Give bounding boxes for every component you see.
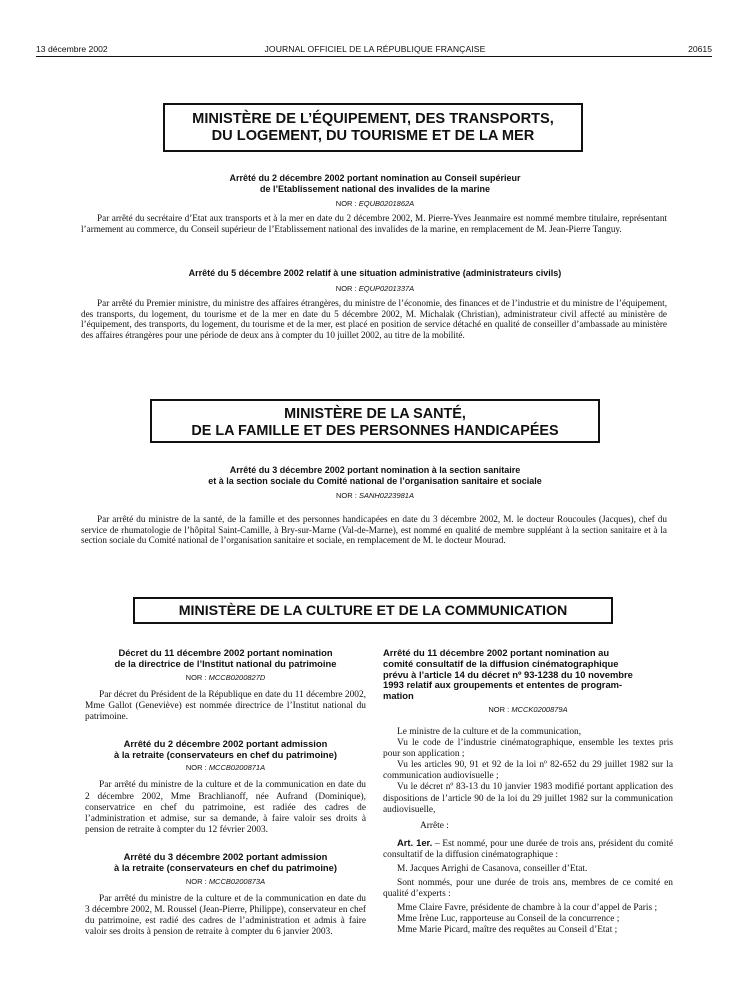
header-page-number: 20615 <box>688 44 712 54</box>
ministry-box-equipement <box>163 103 583 152</box>
nor-code: MCCB0200871A <box>208 763 266 773</box>
ministry-title-line1: MINISTÈRE DE LA CULTURE ET DE LA COMMUNICATION <box>178 603 568 619</box>
decree-title-line2: à la retraite (conservateurs en chef du patrimoine) <box>114 748 337 760</box>
visa-line: Le ministre de la culture et de la communication, <box>397 726 582 737</box>
nor-label: NOR : <box>335 199 357 208</box>
decree-text: Par décret du Président de la République en date du 11 décembre 2002, Mme Gallot (Geneviève) est nommée directrice de l’Institut national du patrimoine. <box>85 689 367 722</box>
decree-title <box>85 852 366 874</box>
nor-label: NOR : <box>335 284 357 293</box>
left-column <box>85 648 366 938</box>
nor-reference <box>85 877 366 886</box>
decree-title-line1: Arrêté du 11 décembre 2002 portant nomination au <box>383 647 610 658</box>
nor-code: EQUP0201337A <box>358 284 415 293</box>
visa-line: Vu le code de l’industrie cinématographique, ensemble les textes pris pour son application ; <box>383 738 673 760</box>
decree-title-line2: à la retraite (conservateurs en chef du patrimoine) <box>114 861 337 873</box>
decree-title-line2: de l’Etablissement national des invalides de la marine <box>259 183 491 194</box>
nominee-line: M. Jacques Arrighi de Casanova, conseiller d’Etat. <box>397 864 588 875</box>
nominee-line: Mme Marie Picard, maître des requêtes au Conseil d’Etat ; <box>397 925 618 936</box>
nor-code: EQUB0201862A <box>358 199 415 208</box>
nor-code: MCCB0200873A <box>208 876 266 886</box>
ministry-title-line2: DE LA FAMILLE ET DES PERSONNES HANDICAPÉES <box>191 422 559 439</box>
nor-reference <box>85 763 366 772</box>
decree-title-line1: Arrêté du 2 décembre 2002 portant nomination au Conseil supérieur <box>229 173 521 183</box>
nor-label: NOR : <box>185 876 207 886</box>
visa-line: Vu le décret nº 83-13 du 10 janvier 1983 modifié portant application des dispositions de l’article 90 de la loi du 29 juillet 1982 sur la communication audiovisuelle, <box>383 782 673 815</box>
decree-title-line3: prévu à l’article 14 du décret nº 93-1238 du 10 novembre <box>383 668 633 680</box>
article-1 <box>383 837 673 861</box>
header-journal-title: JOURNAL OFFICIEL DE LA RÉPUBLIQUE FRANÇAISE <box>264 44 486 54</box>
article-label: Art. 1er. <box>397 836 433 848</box>
nominee-line: Sont nommés, pour une durée de trois ans, membres de ce comité en qualité d’experts : <box>383 878 673 900</box>
nor-code: MCCK0200879A <box>511 704 568 714</box>
decree-title <box>0 465 750 486</box>
nor-reference <box>85 673 366 682</box>
nor-reference <box>383 705 673 714</box>
visa-line: Vu les articles 90, 91 et 92 de la loi nº 82-652 du 29 juillet 1982 sur la communication audiovisuelle ; <box>383 760 673 782</box>
nor-label: NOR : <box>488 704 510 714</box>
decree-title <box>0 173 750 194</box>
decree-title-line4: 1993 relatif aux groupements et ententes de program- <box>383 679 623 691</box>
decree-text: Par arrêté du ministre de la culture et de la communication en date du 2 décembre 2002, Mme Brachlianoff, née Aufrand (Dominique), conservatrice en chef du patrimoine, est radiée des cadres de l’administration et admise, sur sa demande, à faire valoir ses droits à pension de retraite à compter du 12 février 2003. <box>85 780 366 835</box>
decree-title-line2: et à la section sociale du Comité national de l’organisation sanitaire et sociale <box>208 475 542 486</box>
nor-label: NOR : <box>185 672 207 682</box>
decree-title-line1: Arrêté du 2 décembre 2002 portant admission <box>123 737 328 749</box>
decree-title-line1: Arrêté du 3 décembre 2002 portant nomination à la section sanitaire <box>229 465 521 475</box>
decree-text: Par arrêté du secrétaire d’Etat aux transports et à la mer en date du 2 décembre 2002, M. Pierre-Yves Jeanmaire est nommé membre titulaire, représentant l’armement au commerce, du Conseil supérieur de l’Etablissement national des invalides de la marine, en remplacement de M. Jean-Pierre Tanguy. <box>81 213 667 234</box>
decree-title: Arrêté du 5 décembre 2002 relatif à une situation administrative (administrateurs civils) <box>188 268 562 278</box>
ministry-title-line2: DU LOGEMENT, DU TOURISME ET DE LA MER <box>211 128 535 144</box>
decree-title <box>383 648 673 702</box>
nor-code: SANH0223981A <box>358 491 414 500</box>
nominee-line: Mme Claire Favre, présidente de chambre à la cour d’appel de Paris ; <box>397 903 658 914</box>
article-text: – Est nommé, pour une durée de trois ans, président du comité consultatif de la diffusion cinématographique : <box>383 838 673 860</box>
decree-title-line5: mation <box>383 690 414 702</box>
decree-title <box>85 648 366 670</box>
right-column <box>383 648 673 937</box>
decree-title-line1: Arrêté du 3 décembre 2002 portant admission <box>123 850 328 862</box>
nor-reference <box>0 199 750 208</box>
nor-code: MCCB0200827D <box>208 672 266 682</box>
ministry-box-sante <box>150 399 600 443</box>
nor-label: NOR : <box>336 491 357 500</box>
ministry-title-line1: MINISTÈRE DE LA SANTÉ, <box>284 406 466 422</box>
decree-title-line2: comité consultatif de la diffusion cinématographique <box>383 657 619 669</box>
nominee-line: Mme Irène Luc, rapporteuse au Conseil de la concurrence ; <box>397 914 620 925</box>
nor-reference <box>0 491 750 500</box>
decree-text: Par arrêté du ministre de la santé, de la famille et des personnes handicapées en date du 3 décembre 2002, M. le docteur Roucoules (Jacques), chef du service de rhumatologie de l’hôpital Saint-Camille, à Bry-sur-Marne (Val-de-Marne), est nommé en qualité de membre suppléant à la section sanitaire et à la section sociale du Comité national de l’organisation sanitaire et sociale, en remplacement de M. le docteur Mourad. <box>81 514 667 546</box>
header-rule <box>36 56 712 57</box>
decree-text: Par arrêté du Premier ministre, du ministre des affaires étrangères, du ministre de l’économie, des finances et de l’industrie et du ministre de l’équipement, des transports, du logement, du tourisme et de la mer en date du 5 décembre 2002, M. Michalak (Christian), administrateur civil affecté au ministère de l’équipement, des transports, du logement, du tourisme et de la mer, est placé en position de service détaché en qualité de conseiller d’ambassade au ministère des affaires étrangères pour une période de deux ans à compter du 10 juillet 2002, au titre de la mobilité. <box>81 298 667 340</box>
header-date: 13 décembre 2002 <box>36 44 108 54</box>
decree-title-line1: Décret du 11 décembre 2002 portant nomination <box>118 647 333 658</box>
ministry-box-culture <box>133 597 613 624</box>
decree-text: Par arrêté du ministre de la culture et de la communication en date du 3 décembre 2002, M. Roussel (Jean-Pierre, Philippe), conservateur en chef du patrimoine, est radié des cadres de l’administration et admis à faire valoir ses droits à pension de retraite à compter du 6 janvier 2003. <box>85 893 366 937</box>
ministry-title-line1: MINISTÈRE DE L’ÉQUIPEMENT, DES TRANSPORTS, <box>192 111 554 127</box>
arrete-label: Arrête : <box>420 820 449 831</box>
nor-label: NOR : <box>185 763 207 773</box>
decree-title-line2: de la directrice de l’Institut national du patrimoine <box>114 657 337 669</box>
decree-title <box>85 739 366 761</box>
nor-reference <box>0 284 750 293</box>
